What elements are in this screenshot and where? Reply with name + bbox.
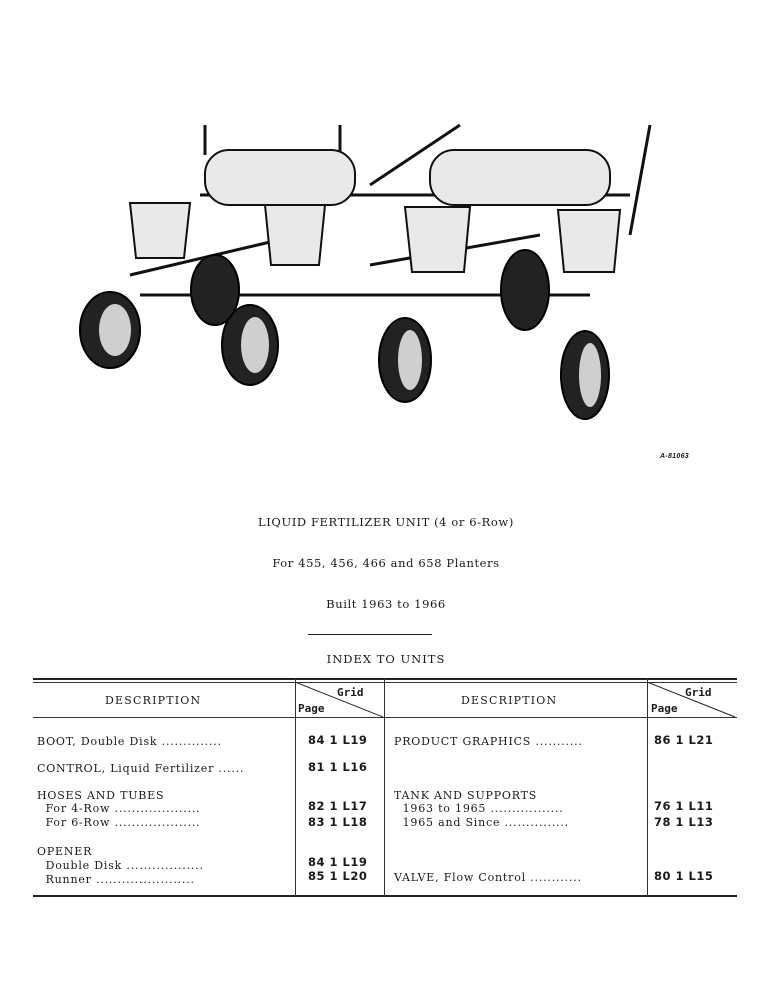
header-rule xyxy=(33,717,737,718)
list-item: TANK AND SUPPORTS xyxy=(394,789,538,802)
page-header: Page xyxy=(651,702,678,715)
page-title: LIQUID FERTILIZER UNIT (4 or 6-Row) xyxy=(258,515,514,529)
page-ref: 76 1 L11 xyxy=(654,799,714,813)
list-item: For 4-Row .................... xyxy=(37,802,201,815)
list-item: OPENER xyxy=(37,845,93,858)
page-ref: 83 1 L18 xyxy=(308,815,368,829)
table-bottom-rule xyxy=(33,895,737,897)
list-item: Double Disk .................. xyxy=(37,859,204,872)
page-ref: 84 1 L19 xyxy=(308,733,368,747)
description-header: DESCRIPTION xyxy=(461,694,558,707)
table-top-rule-2 xyxy=(33,682,737,683)
table-top-rule xyxy=(33,678,737,680)
list-item: HOSES AND TUBES xyxy=(37,789,165,802)
index-table xyxy=(33,678,737,898)
list-item: CONTROL, Liquid Fertilizer ...... xyxy=(37,762,245,775)
grid-header: Grid xyxy=(337,686,364,699)
page-ref: 78 1 L13 xyxy=(654,815,714,829)
page-ref: 81 1 L16 xyxy=(308,760,368,774)
list-item: VALVE, Flow Control ............ xyxy=(394,871,582,884)
list-item: For 6-Row .................... xyxy=(37,816,201,829)
grid-header: Grid xyxy=(685,686,712,699)
planter-models: For 455, 456, 466 and 658 Planters xyxy=(272,556,500,570)
divider xyxy=(308,634,432,635)
build-years: Built 1963 to 1966 xyxy=(326,597,446,611)
description-header: DESCRIPTION xyxy=(105,694,202,707)
page-ref: 80 1 L15 xyxy=(654,869,714,883)
page-ref: 84 1 L19 xyxy=(308,855,368,869)
list-item: BOOT, Double Disk .............. xyxy=(37,735,222,748)
list-item: 1965 and Since ............... xyxy=(394,816,570,829)
figure-id: A-81063 xyxy=(660,453,689,460)
list-item: PRODUCT GRAPHICS ........... xyxy=(394,735,583,748)
page-ref: 86 1 L21 xyxy=(654,733,714,747)
planter-photo xyxy=(70,115,670,435)
list-item: Runner ....................... xyxy=(37,873,195,886)
page-ref: 85 1 L20 xyxy=(308,869,368,883)
index-title: INDEX TO UNITS xyxy=(326,652,446,666)
list-item: 1963 to 1965 ................. xyxy=(394,802,564,815)
page-header: Page xyxy=(298,702,325,715)
page-ref: 82 1 L17 xyxy=(308,799,368,813)
